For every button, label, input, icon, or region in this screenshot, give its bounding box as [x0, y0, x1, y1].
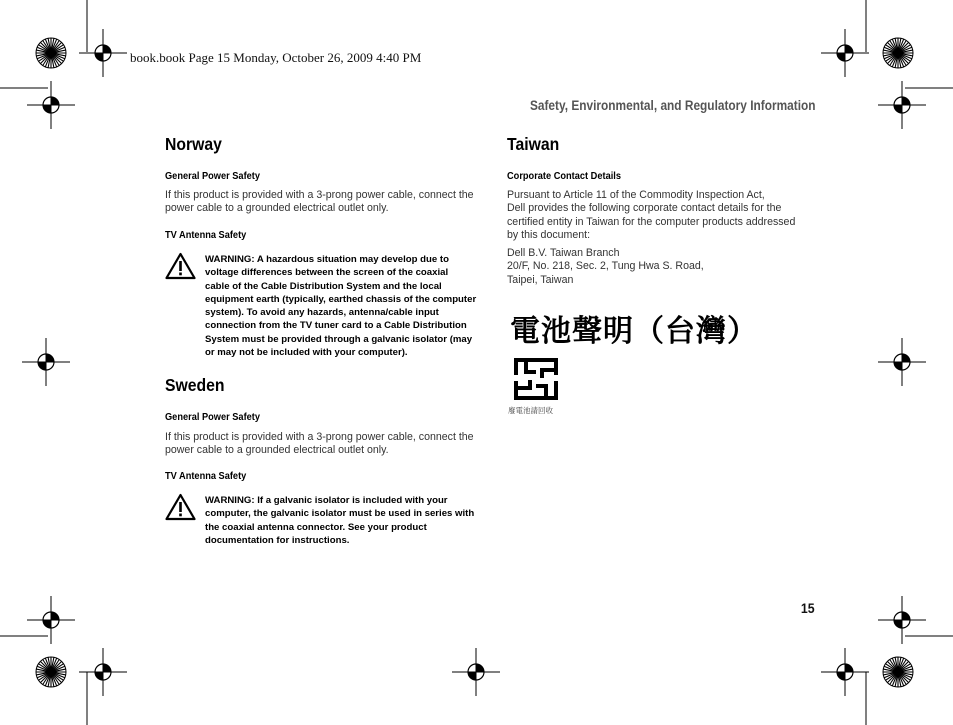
warning-line: or may not be included with your computer).: [205, 347, 408, 359]
taiwan-address: [507, 247, 837, 287]
warning-line: connection from the TV tuner card to a Cable Distribution: [205, 320, 467, 332]
intro-line: certified entity in Taiwan for the computer products addressed: [507, 215, 796, 228]
warning-line: WARNING: If a galvanic isolator is included with your: [205, 495, 448, 506]
warning-line: cable of the Cable Distribution System and the local: [205, 280, 442, 292]
running-header: Safety, Environmental, and Regulatory Information: [530, 98, 816, 113]
warning-triangle-icon: [165, 493, 196, 521]
corporate-contact-heading: Corporate Contact Details: [507, 170, 621, 182]
warning-line: System must be provided through a galvanic isolator (may: [205, 333, 473, 345]
warning-line: WARNING: A hazardous situation may develop due to: [205, 254, 449, 265]
warning-line: voltage differences between the screen of the coaxial: [205, 267, 449, 279]
sweden-warning-text: [205, 494, 477, 547]
norway-tv-antenna-heading: TV Antenna Safety: [165, 229, 247, 241]
address-line: Dell B.V. Taiwan Branch: [507, 247, 620, 259]
sweden-general-power-text: If this product is provided with a 3-prong power cable, connect the power cable to a grounded electrical outlet only.: [165, 431, 474, 457]
sweden-tv-antenna-heading: TV Antenna Safety: [165, 470, 247, 482]
warning-line: documentation for instructions.: [205, 534, 350, 546]
address-line: 20/F, No. 218, Sec. 2, Tung Hwa S. Road,: [507, 260, 704, 273]
intro-line: by this document:: [507, 228, 591, 241]
address-line: Taipei, Taiwan: [507, 273, 574, 286]
sweden-general-power-heading: General Power Safety: [165, 411, 261, 423]
warning-triangle-icon: [165, 252, 196, 280]
taiwan-intro-text: [507, 189, 837, 242]
warning-line: equipment earth (typically, earthed chassis of the computer: [205, 293, 477, 305]
intro-line: Pursuant to Article 11 of the Commodity Inspection Act,: [507, 189, 765, 201]
warning-line: system). To avoid any hazards, antenna/cable input: [205, 307, 439, 319]
sweden-title: Sweden: [165, 375, 225, 395]
warning-line: the coaxial antenna connector. See your product: [205, 521, 427, 533]
recycle-caption: 廢電池請回收: [508, 406, 553, 415]
print-slug-line: book.book Page 15 Monday, October 26, 2009 4:40 PM: [130, 50, 422, 65]
norway-warning-text: [205, 253, 477, 359]
norway-title: Norway: [165, 134, 222, 154]
norway-general-power-text: If this product is provided with a 3-prong power cable, connect the power cable to a grounded electrical outlet only.: [165, 189, 474, 215]
page-number: 15: [801, 600, 815, 616]
norway-general-power-heading: General Power Safety: [165, 170, 261, 182]
taiwan-title: Taiwan: [507, 134, 560, 154]
battery-statement-heading: 電池聲明（台灣）: [510, 315, 758, 348]
warning-line: computer, the galvanic isolator must be used in series with: [205, 508, 475, 520]
intro-line: Dell provides the following corporate contact details for the: [507, 202, 782, 215]
battery-recycling-icon: [512, 356, 560, 402]
